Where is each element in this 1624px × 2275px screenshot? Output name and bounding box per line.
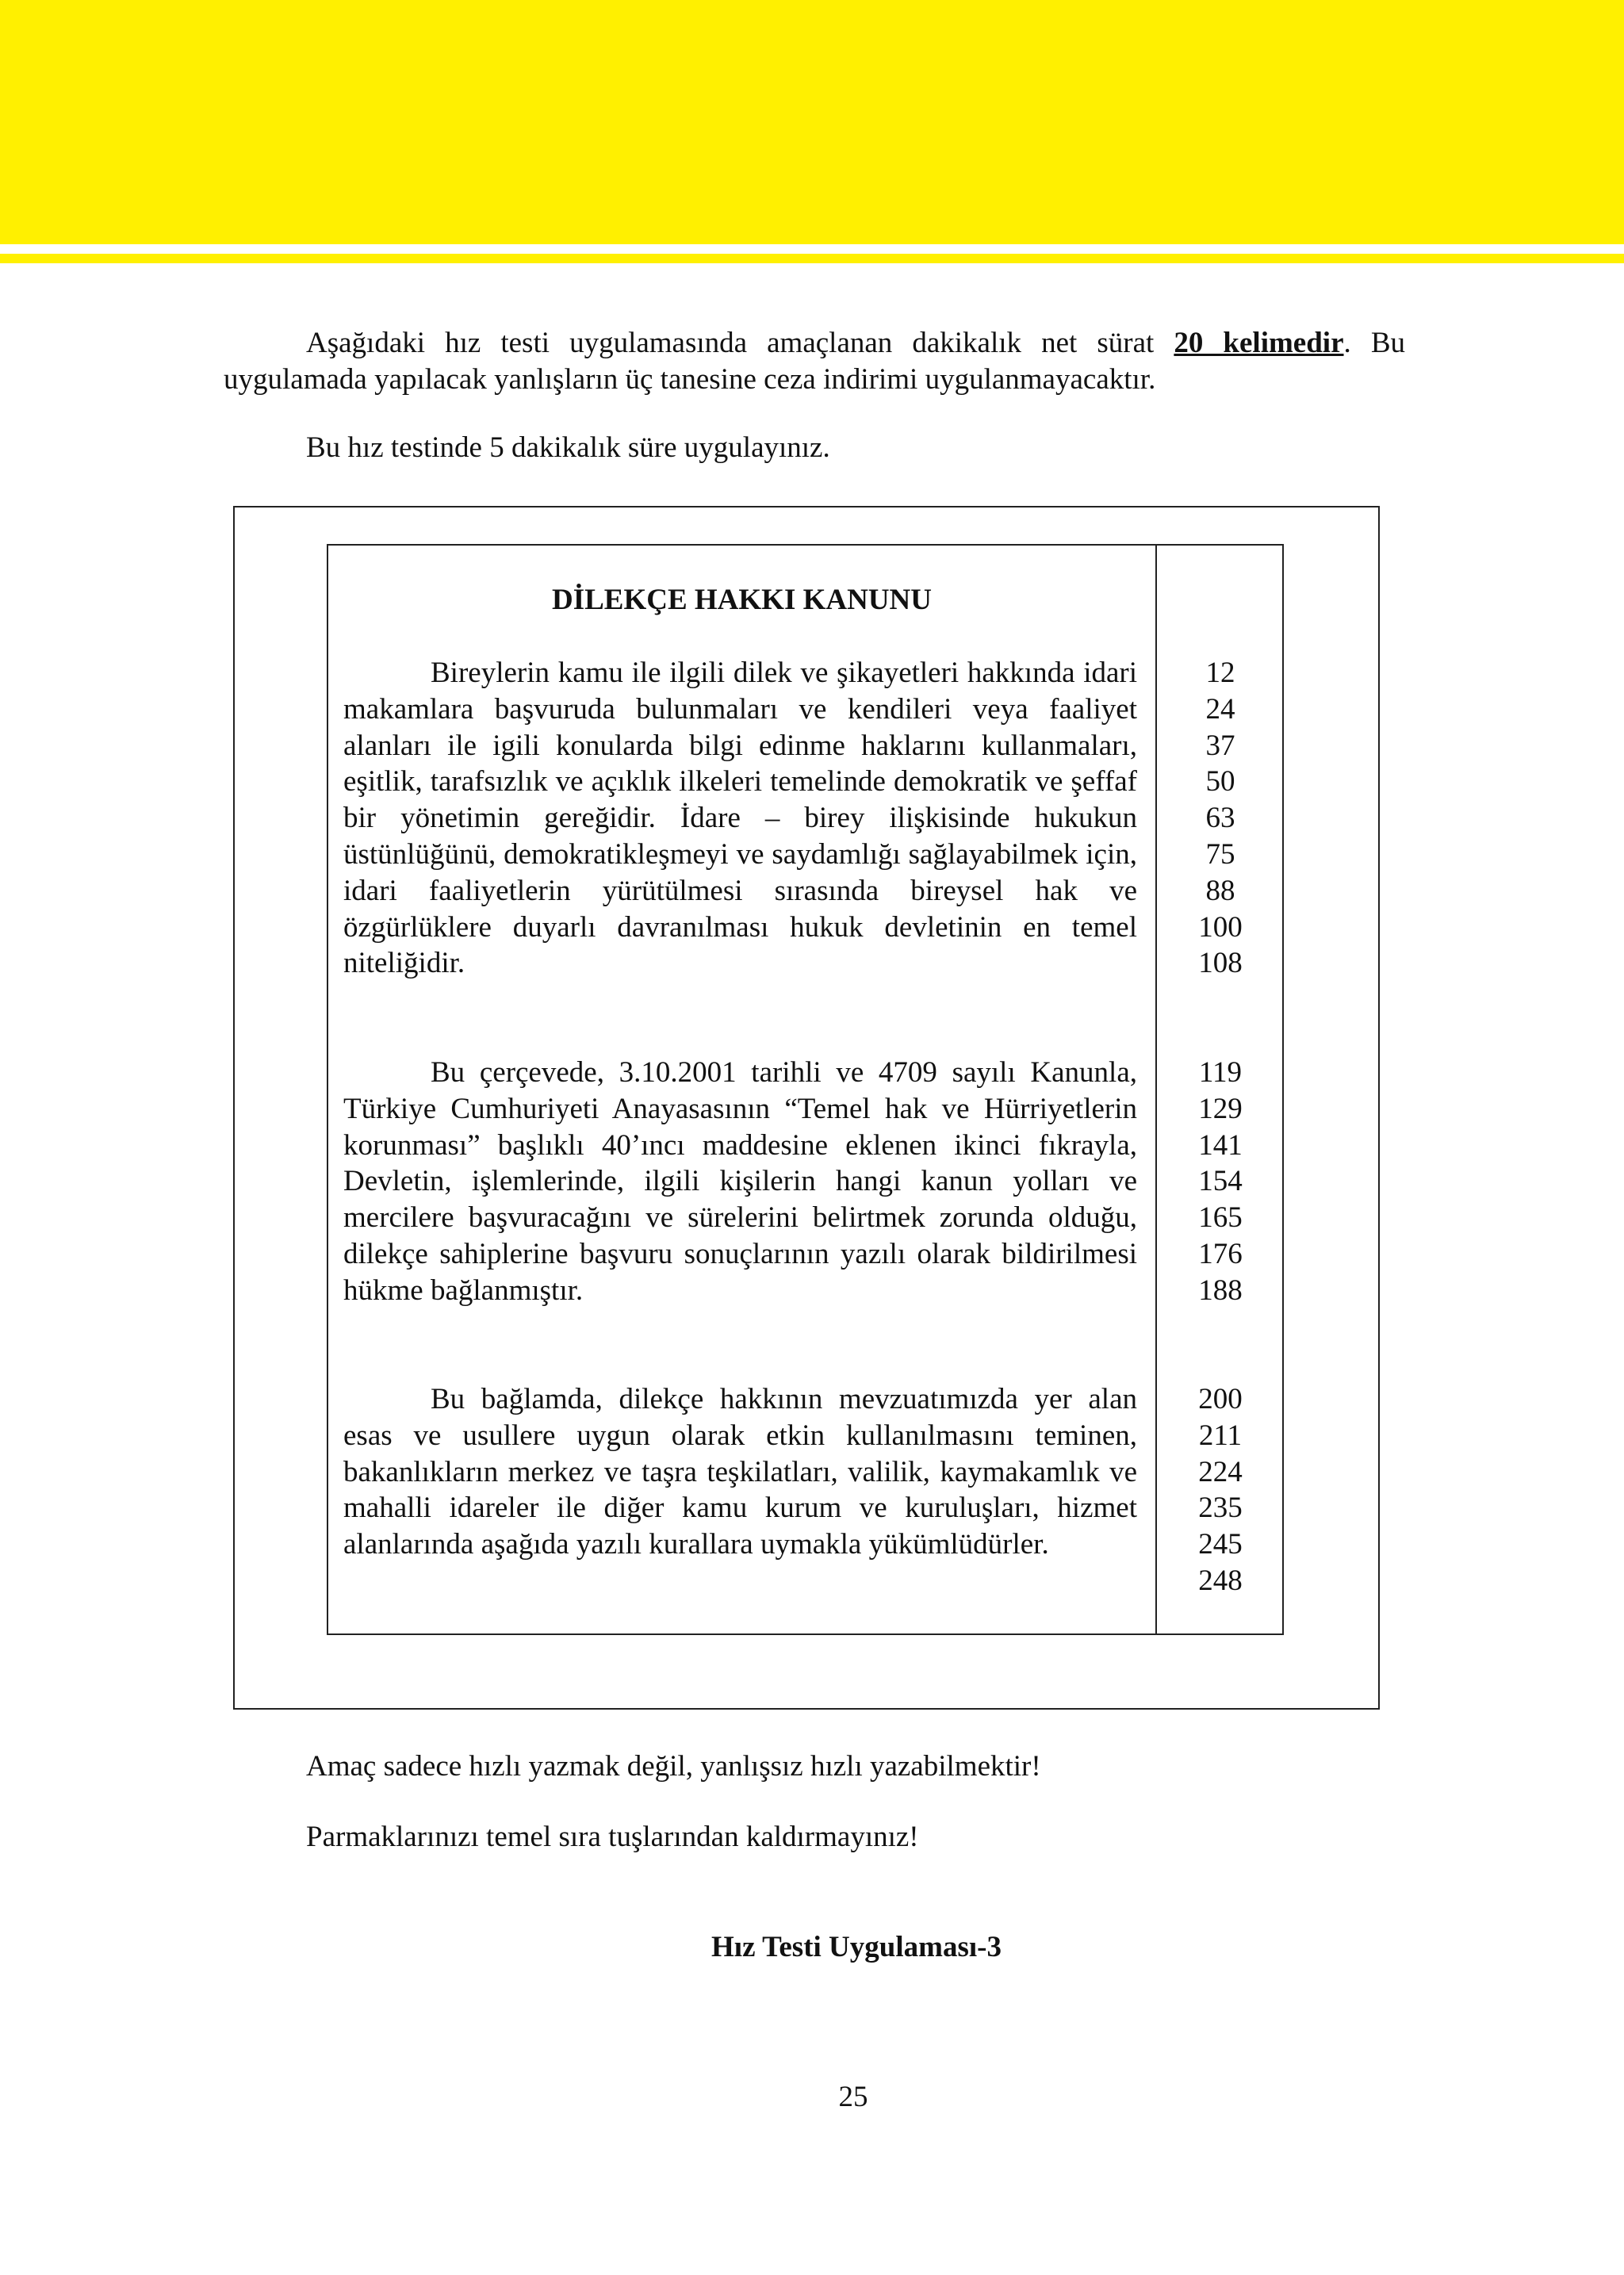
word-counts-3: [1157, 1381, 1284, 1599]
law-paragraph-3: Bu bağlamda, dilekçe hakkının mevzuatımızda yer alan esas ve usullere uygun olarak etkin kullanılmasını teminen, bakanlıkların merkez ve taşra teşkilatları, valilik, kaymakamlık ve mahalli idareler ile diğer kamu kurum ve kuruluşları, hizmet alanlarında aşağıda yazılı kurallara uymakla yükümlüdürler.: [343, 1383, 1137, 1561]
word-count: 188: [1198, 1273, 1243, 1307]
word-count: 88: [1205, 874, 1235, 907]
word-count: 50: [1205, 765, 1235, 799]
word-count: 245: [1198, 1528, 1243, 1561]
word-count: 129: [1198, 1092, 1243, 1125]
word-count: 141: [1198, 1128, 1243, 1162]
word-count: 224: [1198, 1455, 1243, 1488]
word-count: 63: [1205, 802, 1235, 835]
law-paragraph-1: Bireylerin kamu ile ilgili dilek ve şikayetleri hakkında idari makamlara başvuruda bulunmaları ve kendileri veya faaliyet alanları ile igili konularda bilgi edinme haklarını kullanmaları, eşitlik, tarafsızlık ve açıklık ilkeleri temelinde demokratik ve şeffaf bir yönetimin gereğidir. İdare – birey ilişkisinde hukukun üstünlüğünü, demokratikleşmeyi ve saydamlığı sağlayabilmek için, idari faaliyetlerin yürütülmesi sırasında bireysel hak ve özgürlüklere duyarlı davranılması hukuk devletinin en temel niteliğidir.: [343, 657, 1137, 980]
word-count: 100: [1198, 910, 1243, 944]
word-counts-1: [1157, 655, 1284, 982]
header-yellow-band: [0, 0, 1624, 244]
word-count: 248: [1198, 1564, 1243, 1597]
header-yellow-stripe: [0, 254, 1624, 263]
exercise-title: Hız Testi Uygulaması-3: [711, 1931, 1002, 1963]
home-row-note: Parmaklarınızı temel sıra tuşlarından kaldırmayınız!: [306, 1821, 919, 1853]
goal-note: Amaç sadece hızlı yazmak değil, yanlışsız hızlı yazabilmektir!: [306, 1750, 1041, 1783]
target-speed: 20 kelimedir: [1174, 327, 1344, 359]
word-count: 176: [1198, 1237, 1243, 1270]
word-count: 165: [1198, 1201, 1243, 1235]
word-count: 154: [1198, 1165, 1243, 1198]
page-number: 25: [838, 2081, 868, 2113]
word-count: 200: [1198, 1383, 1243, 1415]
word-count: 75: [1205, 837, 1235, 871]
law-paragraph-2: Bu çerçevede, 3.10.2001 tarihli ve 4709 sayılı Kanunla, Türkiye Cumhuriyeti Anayasasının “Temel hak ve Hürriyetlerin korunması” başlıklı 40’ıncı maddesine eklenen ikinci fıkrayla, Devletin, işlemlerinde, ilgili kişilerin hangi kanun yolları ve mercilere başvuracağını ve sürelerini belirtmek zorunda olduğu, dilekçe sahiplerine başvuru sonuçlarının yazılı olarak bildirilmesi hükme bağlanmıştır.: [343, 1056, 1137, 1307]
word-count: 119: [1198, 1056, 1243, 1089]
duration-instruction: Bu hız testinde 5 dakikalık süre uygulayınız.: [306, 431, 830, 464]
word-count: 235: [1198, 1492, 1243, 1525]
word-count: 108: [1198, 947, 1243, 980]
word-count: 24: [1205, 692, 1235, 726]
exercise-inner-frame: [327, 544, 1284, 1635]
word-count: 37: [1205, 729, 1235, 762]
intro-text: [224, 325, 1405, 466]
word-count: 12: [1205, 657, 1235, 689]
law-title: DİLEKÇE HAKKI KANUNU: [552, 584, 932, 616]
intro-paragraph: Aşağıdaki hız testi uygulamasında amaçlanan dakikalık net sürat 20 kelimedir. Bu uygulamada yapılacak yanlışların üç tanesine ceza indirimi uygulanmayacaktır.: [224, 327, 1406, 396]
word-counts-2: [1157, 1055, 1284, 1309]
word-count: 211: [1198, 1419, 1243, 1452]
